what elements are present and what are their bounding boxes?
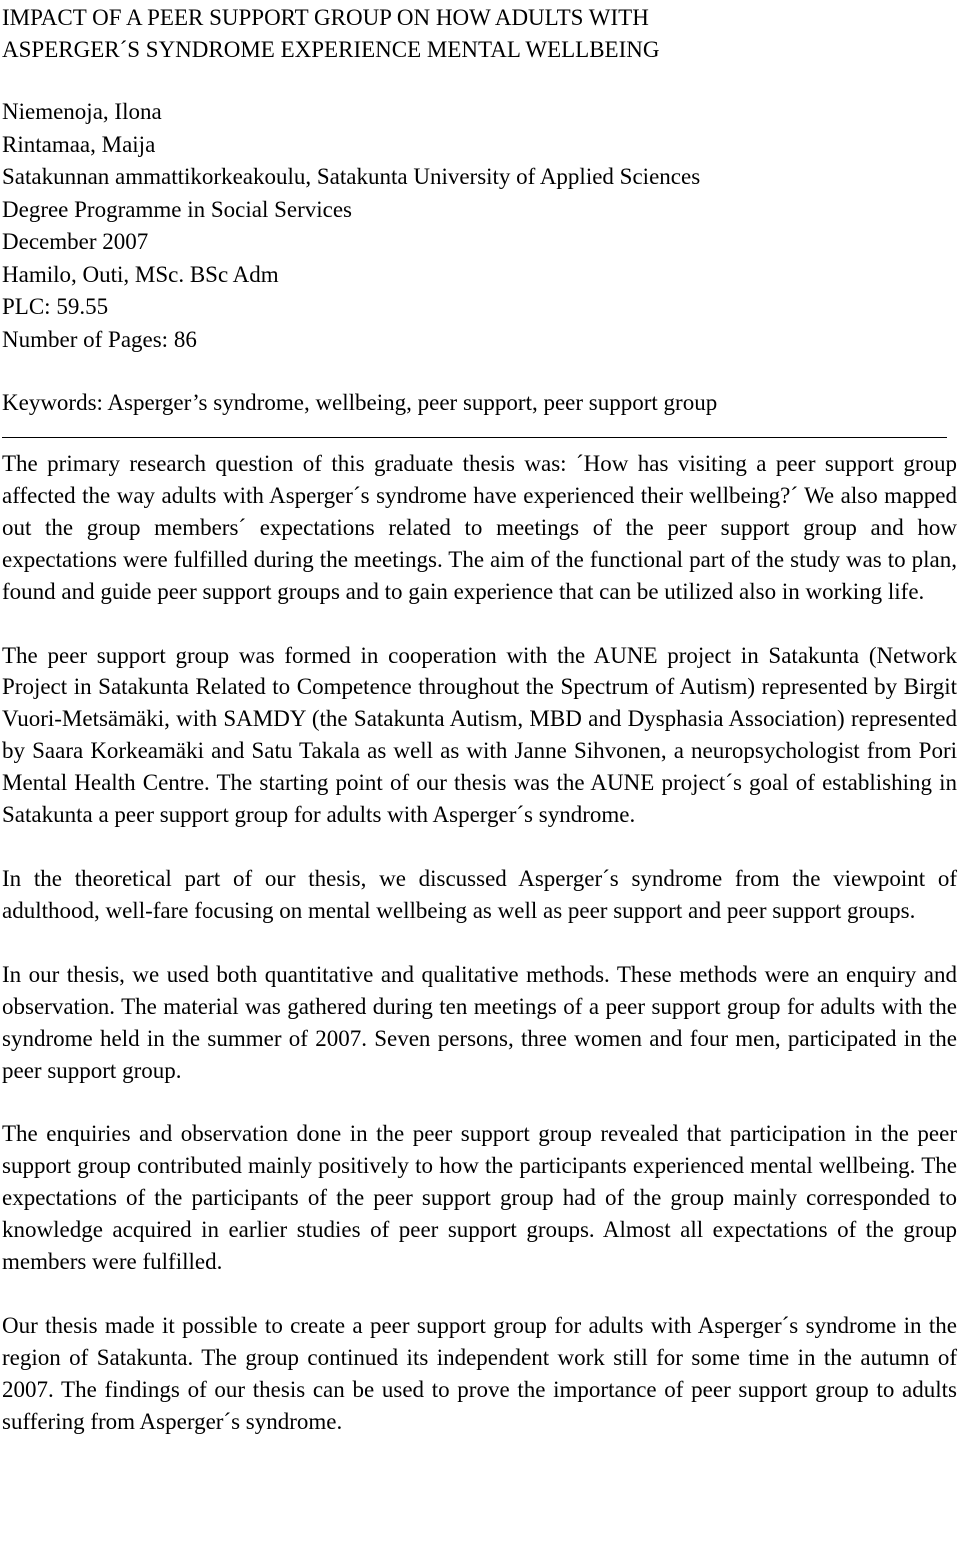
abstract-paragraph-6: Our thesis made it possible to create a peer support group for adults with Asperger´s syndrome in the region of Satakunta. The group continued its independent work still for some time in the autumn of 2007. The findings of our thesis can be used to prove the importance of peer support group to adults suffering from Asperger´s syndrome. — [2, 1312, 957, 1434]
author-1: Niemenoja, Ilona — [2, 99, 162, 124]
degree-programme: Degree Programme in Social Services — [2, 196, 352, 222]
thesis-title-line-1: IMPACT OF A PEER SUPPORT GROUP ON HOW ADULTS WITH — [2, 5, 649, 30]
keywords: Keywords: Asperger’s syndrome, wellbeing, peer support, peer support group — [2, 390, 718, 415]
abstract-body — [2, 448, 957, 1438]
institution: Satakunnan ammattikorkeakoulu, Satakunta University of Applied Sciences — [2, 164, 701, 189]
thesis-metadata — [2, 96, 957, 356]
abstract-page — [2, 0, 957, 1438]
page-count: Number of Pages: 86 — [2, 326, 197, 352]
divider-line — [2, 437, 947, 438]
author-2: Rintamaa, Maija — [2, 131, 156, 157]
thesis-title-line-2: ASPERGER´S SYNDROME EXPERIENCE MENTAL WELLBEING — [2, 37, 660, 62]
thesis-title — [2, 0, 957, 66]
date: December 2007 — [2, 229, 149, 254]
abstract-paragraph-5: The enquiries and observation done in the peer support group revealed that participation in the peer support group contributed mainly positively to how the participants experienced mental wellbeing. The expectations of the participants of the peer support group had of the group mainly corresponded to knowledge acquired in earlier studies of peer support groups. Almost all expectations of the group members were fulfilled. — [2, 1121, 957, 1275]
abstract-paragraph-3: In the theoretical part of our thesis, we discussed Asperger´s syndrome from the viewpoint of adulthood, well-fare focusing on mental wellbeing as well as peer support and peer support groups. — [2, 865, 957, 923]
plc-code: PLC: 59.55 — [2, 294, 109, 319]
abstract-paragraph-4: In our thesis, we used both quantitative and qualitative methods. These methods were an enquiry and observation. The material was gathered during ten meetings of a peer support group for adults with the syndrome held in the summer of 2007. Seven persons, three women and four men, participated in the peer support group. — [2, 961, 957, 1083]
abstract-paragraph-1: The primary research question of this graduate thesis was: ´How has visiting a peer support group affected the way adults with Asperger´s syndrome have experienced their wellbeing?´ We also mapped out the group members´ expectations related to meetings of the peer support group and how expectations were fulfilled during the meetings. The aim of the functional part of the study was to plan, found and guide peer support groups and to gain experience that can be utilized also in working life. — [2, 451, 957, 604]
abstract-paragraph-2: The peer support group was formed in cooperation with the AUNE project in Satakunta (Network Project in Satakunta Related to Competence throughout the Spectrum of Autism) represented by Birgit Vuori-Metsämäki, with SAMDY (the Satakunta Autism, MBD and Dysphasia Association) represented by Saara Korkeamäki and Satu Takala as well as with Janne Sihvonen, a neuropsychologist from Pori Mental Health Centre. The starting point of our thesis was the AUNE project´s goal of establishing in Satakunta a peer support group for adults with Asperger´s syndrome. — [2, 642, 957, 828]
supervisor: Hamilo, Outi, MSc. BSc Adm — [2, 261, 279, 287]
